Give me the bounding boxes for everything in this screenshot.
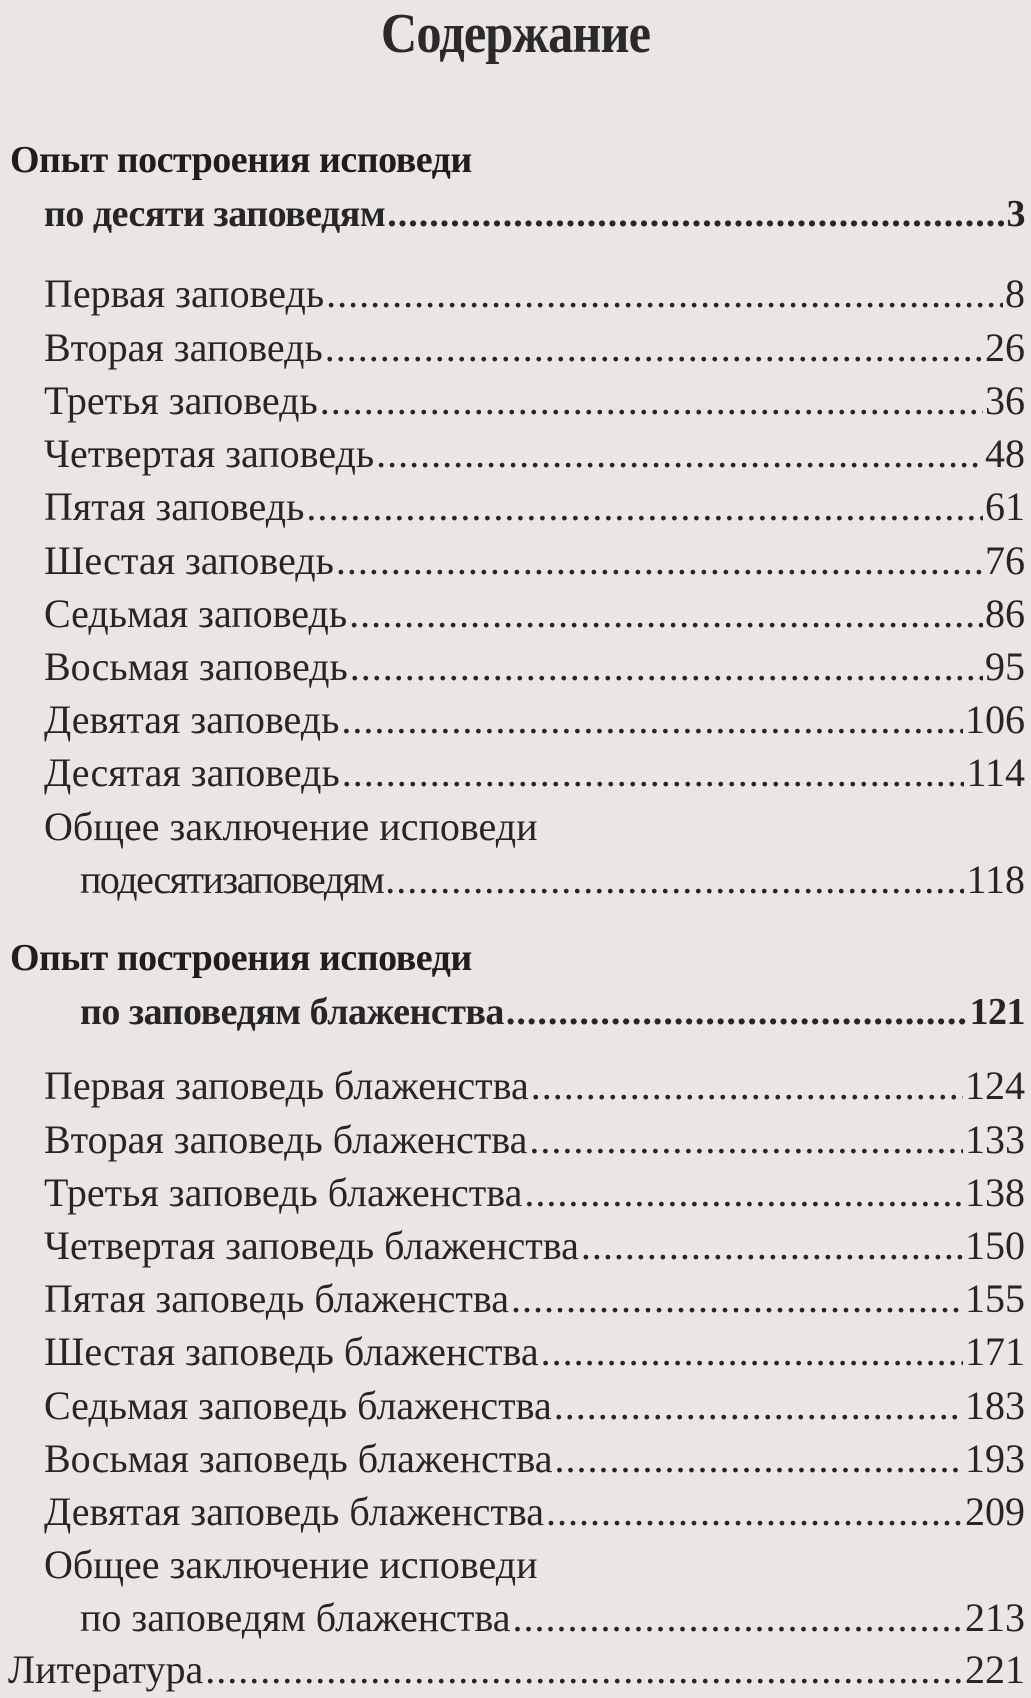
toc-entry[interactable] [44,322,1025,374]
toc-entry-page: 150 [965,1223,1025,1268]
toc-entry-label: Вторая заповедь [44,325,323,370]
toc-entry-label: Десятая заповедь [44,750,340,795]
dot-leader [326,268,1003,320]
toc-entry[interactable] [44,1273,1025,1325]
section2-heading-line1: Опыт построения исповеди [10,937,472,979]
dot-leader [531,1060,963,1112]
dot-leader [546,1486,963,1538]
toc-entry-page: 118 [966,857,1025,902]
toc-entry-page: 124 [965,1063,1025,1108]
toc-entry-page: 86 [985,591,1025,636]
dot-leader [512,1592,963,1644]
toc-entry[interactable] [44,1114,1025,1166]
dot-leader [205,1644,963,1696]
dot-leader [529,1114,963,1166]
dot-leader [385,854,964,906]
dot-leader [387,188,1004,240]
toc-entry-page: 133 [965,1117,1025,1162]
toc-entry[interactable] [44,428,1025,480]
dot-leader [320,375,983,427]
toc-entry-page: 114 [966,750,1025,795]
toc-entry[interactable] [44,1380,1025,1432]
dot-leader [350,641,983,693]
dot-leader [511,1273,963,1325]
toc-entry[interactable] [44,481,1025,533]
toc-entry-page: 221 [965,1647,1025,1692]
dot-leader [349,588,983,640]
toc-entry-page: 183 [965,1383,1025,1428]
dot-leader [554,1380,963,1432]
toc-entry-page: 95 [985,644,1025,689]
dot-leader [342,747,965,799]
dot-leader [336,535,983,587]
section2-heading-line2: по заповедям блаженства [80,991,504,1033]
dot-leader [325,322,983,374]
toc-entry[interactable] [44,1167,1025,1219]
dot-leader [341,694,963,746]
toc-entry-label: Седьмая заповедь блаженства [44,1383,552,1428]
dot-leader [581,1220,963,1272]
toc-entry-page: 76 [985,538,1025,583]
dot-leader [306,481,983,533]
toc-entry-page: 213 [965,1595,1025,1640]
toc-entry-label: Восьмая заповедь блаженства [44,1436,553,1481]
toc-entry[interactable] [44,588,1025,640]
section1-heading-page: 3 [1006,193,1025,235]
toc-entry-page: 8 [1005,271,1025,316]
toc-entry-label: Литература [8,1647,204,1692]
toc-entry-page: 209 [965,1489,1025,1534]
toc-entry-label: Седьмая заповедь [44,591,348,636]
toc-entry[interactable] [44,375,1025,427]
toc-entry-label: Вторая заповедь блаженства [44,1117,528,1162]
page-title: Содержание [380,3,651,65]
toc-entry-label: Четвертая заповедь [44,431,375,476]
toc-entry-label: Девятая заповедь блаженства [44,1489,544,1534]
toc-entry[interactable] [44,1486,1025,1538]
toc-entry-label: Пятая заповедь [44,484,305,529]
section1-heading-entry[interactable] [44,188,1025,240]
toc-entry-label: Третья заповедь [44,378,318,423]
dot-leader [554,1433,963,1485]
toc-entry-label: по заповедям блаженства [80,1595,511,1640]
toc-entry-page: 155 [965,1276,1025,1321]
toc-entry-label: Первая заповедь [44,271,325,316]
section2-heading-page: 121 [969,991,1025,1033]
toc-entry-label: Пятая заповедь блаженства [44,1276,509,1321]
section2-conclusion-entry[interactable] [80,1592,1025,1644]
toc-entry-page: 48 [985,431,1025,476]
dot-leader [506,986,968,1038]
dot-leader [541,1326,963,1378]
toc-entry-page: 171 [965,1329,1025,1374]
toc-entry-label: Шестая заповедь блаженства [44,1329,539,1374]
toc-entry-label: подесятизаповедям [80,857,384,902]
toc-entry-label: Третья заповедь блаженства [44,1170,523,1215]
toc-entry[interactable] [44,694,1025,746]
toc-entry[interactable] [44,1060,1025,1112]
section1-conclusion-entry[interactable] [80,854,1025,906]
section2-heading-entry[interactable] [80,986,1025,1038]
toc-entry-label: Восьмая заповедь [44,644,348,689]
toc-entry-page: 26 [985,325,1025,370]
section2-conclusion-line1: Общее заключение исповеди [44,1542,538,1587]
toc-entry[interactable] [44,747,1025,799]
toc-entry-page: 61 [985,484,1025,529]
toc-entry[interactable] [44,1220,1025,1272]
dot-leader [376,428,983,480]
toc-entry-page: 36 [985,378,1025,423]
toc-entry-label: Шестая заповедь [44,538,334,583]
section1-conclusion-line1: Общее заключение исповеди [44,804,538,849]
toc-entry-label: Девятая заповедь [44,697,340,742]
section1-heading-line2: по десяти заповедям [44,193,386,235]
toc-entry-label: Первая заповедь блаженства [44,1063,529,1108]
toc-entry[interactable] [44,535,1025,587]
toc-entry[interactable] [44,641,1025,693]
toc-entry-page: 138 [965,1170,1025,1215]
toc-entry-page: 106 [965,697,1025,742]
toc-entry[interactable] [44,1326,1025,1378]
toc-entry[interactable] [44,268,1025,320]
dot-leader [524,1167,963,1219]
toc-entry-page: 193 [965,1436,1025,1481]
literature-entry[interactable] [8,1644,1025,1696]
toc-entry[interactable] [44,1433,1025,1485]
toc-entry-label: Четвертая заповедь блаженства [44,1223,579,1268]
section1-heading-line1: Опыт построения исповеди [10,139,472,181]
